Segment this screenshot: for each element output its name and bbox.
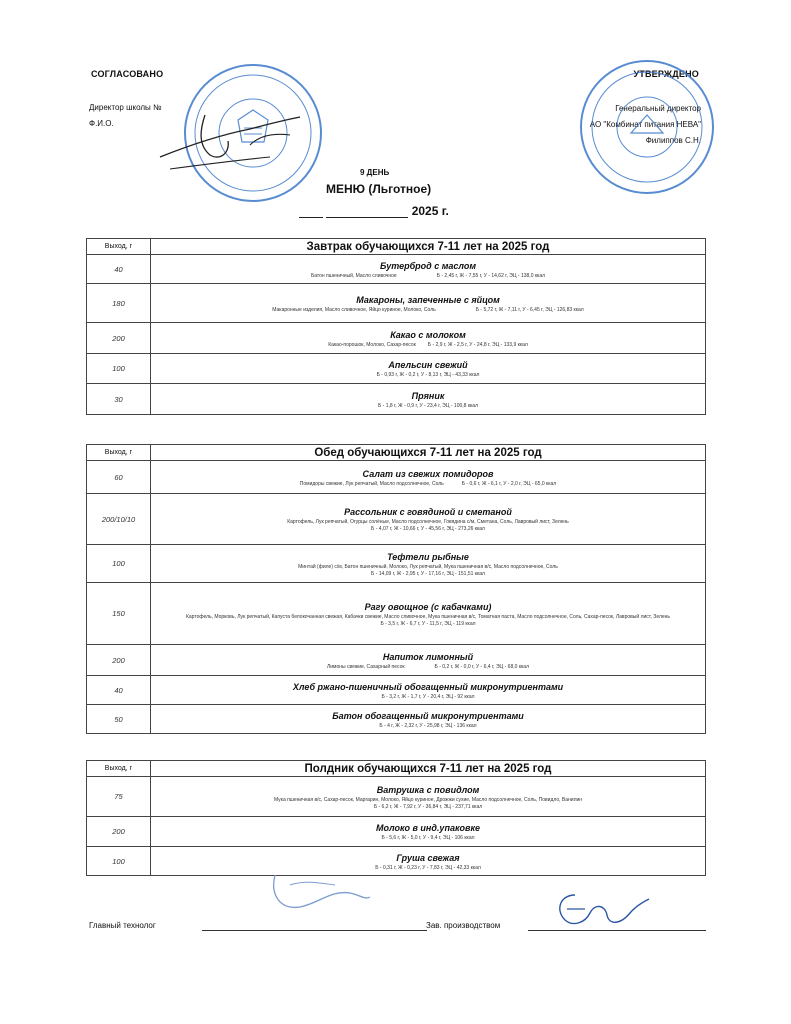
yield-header: Выход, г — [87, 761, 151, 777]
dish-name: Макароны, запеченные с яйцом — [356, 295, 500, 305]
approved-right-title: УТВЕРЖДЕНО — [633, 69, 699, 79]
dish-cell — [151, 777, 706, 817]
dish-nutrition: Б - 6,2 г, Ж - 7,92 г, У - 36,84 г, ЭЦ - 237,71 ккал — [373, 803, 483, 810]
dish-ingredients: Минтай (филе) с/м, Батон пшеничный, Молоко, Лук репчатый, Мука пшеничная в/с, Масло подсолнечное, Соль — [298, 563, 558, 570]
dish-name: Бутерброд с маслом — [379, 261, 477, 271]
snack-table — [86, 760, 706, 876]
dish-ingredients: Картофель, Лук репчатый, Огурцы солёные, Масло подсолнечное, Говядина с/м, Сметана, Соль, Лавровый лист, Зелень — [287, 519, 569, 525]
approved-left-title: СОГЛАСОВАНО — [91, 69, 164, 79]
table-row — [87, 284, 706, 323]
dish-name: Рагу овощное (с кабачками) — [364, 601, 492, 612]
dish-nutrition: Б - 5,72 г, Ж - 7,11 г, У - 6,45 г, ЭЦ - 126,83 ккал — [475, 307, 584, 313]
dish-nutrition: Б - 2,9 г, Ж - 2,5 г, У - 24,8 г, ЭЦ - 133,9 ккал — [427, 342, 528, 348]
table-row — [87, 645, 706, 676]
yield-cell: 75 — [87, 777, 151, 817]
dish-nutrition: Б - 4 г, Ж - 2,32 г, У - 25,98 г, ЭЦ - 136 ккал — [379, 722, 477, 729]
table-row — [87, 583, 706, 645]
dish-cell — [151, 676, 706, 705]
dish-cell — [151, 817, 706, 847]
table-row — [87, 354, 706, 384]
table-row — [87, 323, 706, 354]
section-title: Обед обучающихся 7-11 лет на 2025 год — [151, 445, 706, 461]
lunch-table — [86, 444, 706, 734]
table-row — [87, 255, 706, 284]
left-signature-icon — [150, 95, 320, 185]
yield-cell: 100 — [87, 354, 151, 384]
dish-cell — [151, 255, 706, 284]
dish-name: Ватрушка с повидлом — [376, 784, 480, 795]
dish-ingredients: Помидоры свежие, Лук репчатый, Масло подсолнечное, Соль — [299, 481, 444, 487]
dish-ingredients: Батон пшеничный, Масло сливочное — [310, 273, 397, 279]
approved-right-name: Филиппов С.Н. — [645, 136, 701, 145]
table-row — [87, 847, 706, 876]
table-row — [87, 545, 706, 583]
production-head-label: Зав. производством — [426, 921, 501, 930]
dish-nutrition: Б - 0,31 г, Ж - 0,23 г, У - 7,83 г, ЭЦ - 42,33 ккал — [375, 864, 481, 871]
dish-ingredients: Мука пшеничная в/с, Сахар-песок, Маргарин, Молоко, Яйцо куриное, Дрожжи сухие, Масло подсолнечное, Соль, Повидло, Ванилин — [273, 796, 583, 803]
yield-cell: 50 — [87, 705, 151, 734]
table-row — [87, 705, 706, 734]
dish-nutrition: Б - 1,8 г, Ж - 0,9 г, У - 23,4 г, ЭЦ - 100,8 ккал — [378, 402, 478, 409]
dish-cell — [151, 284, 706, 323]
dish-nutrition: Б - 3,5 г, Ж - 6,7 г, У - 11,5 г, ЭЦ - 119 ккал — [380, 620, 476, 627]
dish-cell — [151, 583, 706, 645]
yield-cell: 60 — [87, 461, 151, 494]
yield-cell: 100 — [87, 847, 151, 876]
dish-name: Батон обогащенный микронутриентами — [332, 710, 524, 721]
dish-name: Пряник — [411, 390, 445, 401]
section-title: Завтрак обучающихся 7-11 лет на 2025 год — [151, 239, 706, 255]
dish-nutrition: Б - 4,07 г, Ж - 10,66 г, У - 45,56 г, ЭЦ - 273,26 ккал — [371, 526, 485, 532]
bottom-right-signature-icon — [545, 885, 655, 940]
approved-left-position: Директор школы № — [89, 103, 162, 112]
table-row — [87, 676, 706, 705]
dish-cell — [151, 847, 706, 876]
yield-cell: 200 — [87, 817, 151, 847]
dish-name: Апельсин свежий — [388, 360, 468, 370]
chief-technologist-signature-line — [202, 930, 427, 931]
production-head-signature-line — [528, 930, 706, 931]
dish-cell — [151, 494, 706, 545]
dish-cell — [151, 461, 706, 494]
yield-header: Выход, г — [87, 239, 151, 255]
table-row — [87, 494, 706, 545]
dish-nutrition: Б - 2,45 г, Ж - 7,55 г, У - 14,62 г, ЭЦ - 138,0 ккал — [436, 273, 546, 279]
dish-name: Какао с молоком — [390, 330, 466, 340]
yield-cell: 200/10/10 — [87, 494, 151, 545]
dish-nutrition: Б - 0,2 г, Ж - 0,0 г, У - 6,4 г, ЭЦ - 68,0 ккал — [434, 664, 529, 670]
dish-cell — [151, 705, 706, 734]
dish-ingredients: Макаронные изделия, Масло сливочное, Яйцо куриное, Молоко, Соль — [272, 307, 436, 313]
yield-cell: 100 — [87, 545, 151, 583]
dish-nutrition: Б - 3,2 г, Ж - 1,7 г, У - 20,4 г, ЭЦ - 92 ккал — [381, 693, 475, 700]
table-row — [87, 817, 706, 847]
breakfast-table — [86, 238, 706, 415]
yield-cell: 30 — [87, 384, 151, 415]
dish-cell — [151, 354, 706, 384]
dish-ingredients: Лимоны свежие, Сахарный песок — [326, 664, 405, 670]
dish-name: Груша свежая — [396, 852, 460, 863]
dish-nutrition: Б - 0,93 г, Ж - 0,2 г, У - 8,13 г, ЭЦ - 43,33 ккал — [376, 372, 480, 378]
dish-nutrition: Б - 5,6 г, Ж - 5,0 г, У - 9,4 г, ЭЦ - 106 ккал — [381, 835, 475, 841]
section-title: Полдник обучающихся 7-11 лет на 2025 год — [151, 761, 706, 777]
yield-cell: 40 — [87, 676, 151, 705]
menu-day: 9 ДЕНЬ — [360, 168, 390, 177]
dish-name: Рассольник с говядиной и сметаной — [344, 507, 512, 517]
dish-ingredients: Какао-порошок, Молоко, Сахар-песок — [328, 342, 416, 348]
chief-technologist-label: Главный технолог — [89, 921, 156, 930]
menu-date — [299, 204, 449, 218]
dish-cell — [151, 545, 706, 583]
yield-header: Выход, г — [87, 445, 151, 461]
table-row — [87, 777, 706, 817]
bottom-left-signature-icon — [260, 855, 380, 925]
dish-nutrition: Б - 0,6 г, Ж - 6,1 г, У - 2,0 г, ЭЦ - 65,0 ккал — [461, 481, 557, 487]
right-stamp-icon — [575, 55, 720, 200]
menu-title: МЕНЮ (Льготное) — [326, 182, 432, 196]
dish-ingredients: Картофель, Морковь, Лук репчатый, Капуста белокочанная свежая, Кабачки свежие, Масло сливочное, Мука пшеничная в/с, Томатная паста, Масло подсолнечное, Соль, Сахар-песок, Лавровый лист, Зелень — [185, 613, 671, 620]
yield-cell: 180 — [87, 284, 151, 323]
dish-name: Молоко в инд.упаковке — [375, 823, 481, 833]
dish-name: Хлеб ржано-пшеничный обогащенный микронутриентами — [292, 681, 564, 692]
yield-cell: 150 — [87, 583, 151, 645]
yield-cell: 200 — [87, 323, 151, 354]
menu-year: 2025 г. — [411, 204, 449, 218]
dish-cell — [151, 645, 706, 676]
dish-cell — [151, 384, 706, 415]
approved-right-company: АО "Комбинат питания НЕВА" — [589, 120, 701, 129]
table-row — [87, 461, 706, 494]
dish-nutrition: Б - 14,09 г, Ж - 2,95 г, У - 17,16 г, ЭЦ - 151,51 ккал — [371, 570, 485, 577]
approved-left-name: Ф.И.О. — [89, 119, 114, 128]
yield-cell: 200 — [87, 645, 151, 676]
dish-name: Салат из свежих помидоров — [362, 469, 494, 479]
dish-cell — [151, 323, 706, 354]
yield-cell: 40 — [87, 255, 151, 284]
dish-name: Напиток лимонный — [382, 652, 474, 662]
table-row — [87, 384, 706, 415]
approved-right-position: Генеральный директор — [615, 104, 701, 113]
dish-name: Тефтели рыбные — [387, 551, 469, 562]
